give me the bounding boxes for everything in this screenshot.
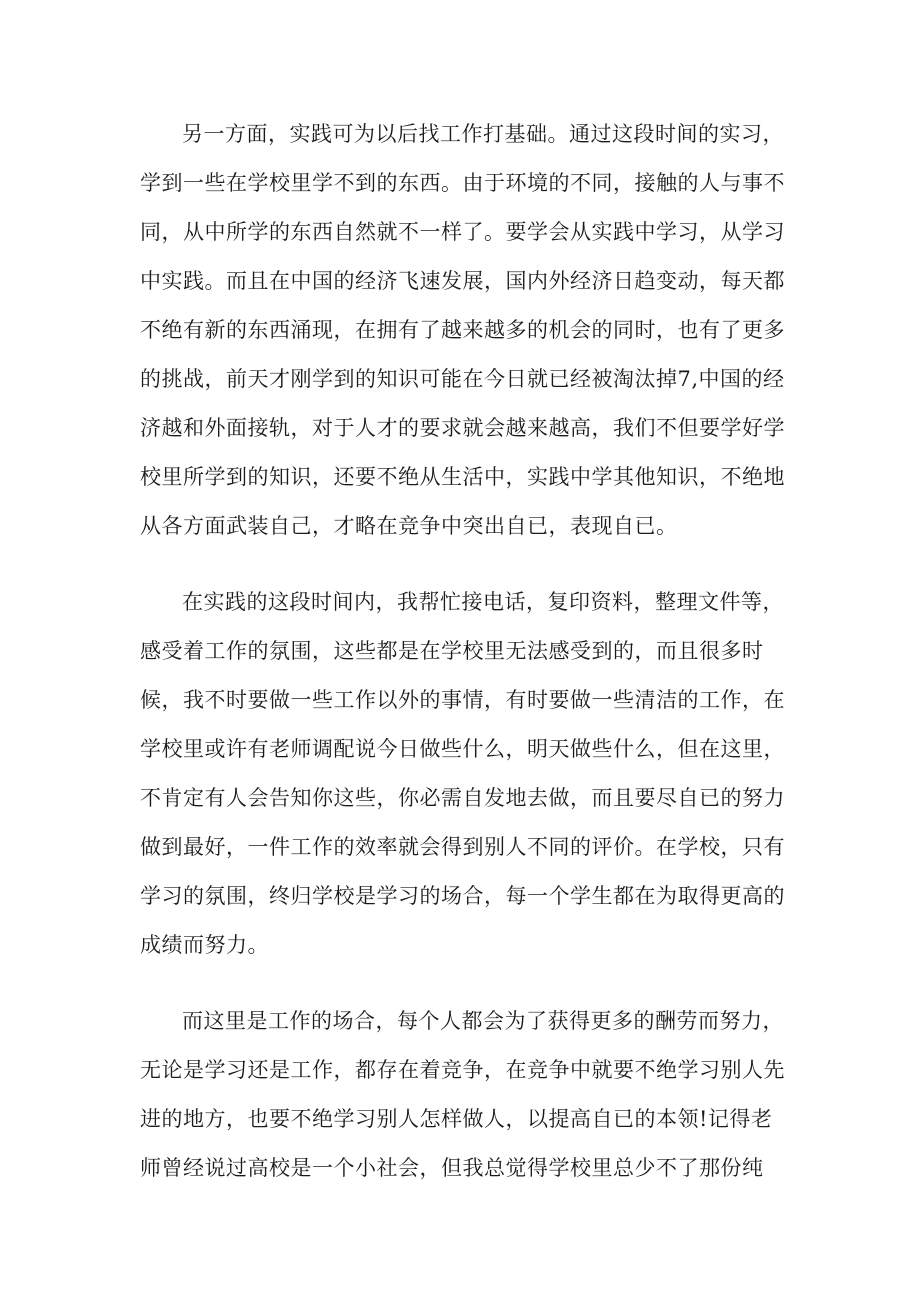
text-line: 的挑战，前天才刚学到的知识可能在今日就已经被淘汰掉7,中国的经: [140, 367, 785, 391]
document-body: [140, 110, 800, 1220]
text-line: 学校里或许有老师调配说今日做些什么，明天做些什么，但在这里，: [140, 737, 785, 761]
text-line: 从各方面武装自己，才略在竞争中突出自已，表现自已。: [140, 514, 678, 538]
text-line: 学习的氛围，终归学校是学习的场合，每一个学生都在为取得更高的: [140, 884, 785, 908]
text-line: 另一方面，实践可为以后找工作打基础。通过这段时间的实习，: [182, 122, 784, 146]
text-line: 无论是学习还是工作，都存在着竞争，在竞争中就要不绝学习别人先: [140, 1058, 785, 1082]
text-line: 在实践的这段时间内，我帮忙接电话，复印资料，整理文件等，: [182, 590, 784, 614]
text-line: 不肯定有人会告知你这些，你必需自发地去做，而且要尽自已的努力: [140, 786, 785, 810]
text-line: 进的地方，也要不绝学习别人怎样做人，以提高自已的本领!记得老: [140, 1107, 773, 1131]
paragraph-2: [140, 578, 800, 970]
text-line: 济越和外面接轨，对于人才的要求就会越来越高，我们不但要学好学: [140, 416, 785, 440]
text-line: 校里所学到的知识，还要不绝从生活中，实践中学其他知识，不绝地: [140, 465, 785, 489]
text-line: 中实践。而且在中国的经济飞速发展，国内外经济日趋变动，每天都: [140, 269, 785, 293]
paragraph-1: [140, 110, 800, 551]
text-line: 成绩而努力。: [140, 933, 269, 957]
text-line: 做到最好，一件工作的效率就会得到别人不同的评价。在学校，只有: [140, 835, 785, 859]
text-line: 候，我不时要做一些工作以外的事情，有时要做一些清洁的工作，在: [140, 688, 785, 712]
text-line: 不绝有新的东西涌现，在拥有了越来越多的机会的同时，也有了更多: [140, 318, 785, 342]
text-line: 同，从中所学的东西自然就不一样了。要学会从实践中学习，从学习: [140, 220, 785, 244]
text-line: 师曾经说过高校是一个小社会，但我总觉得学校里总少不了那份纯: [140, 1156, 764, 1180]
text-line: 学到一些在学校里学不到的东西。由于环境的不同，接触的人与事不: [140, 171, 785, 195]
text-line: 而这里是工作的场合，每个人都会为了获得更多的酬劳而努力，: [182, 1009, 784, 1033]
text-line: 感受着工作的氛围，这些都是在学校里无法感受到的，而且很多时: [140, 639, 764, 663]
paragraph-3: [140, 997, 800, 1193]
